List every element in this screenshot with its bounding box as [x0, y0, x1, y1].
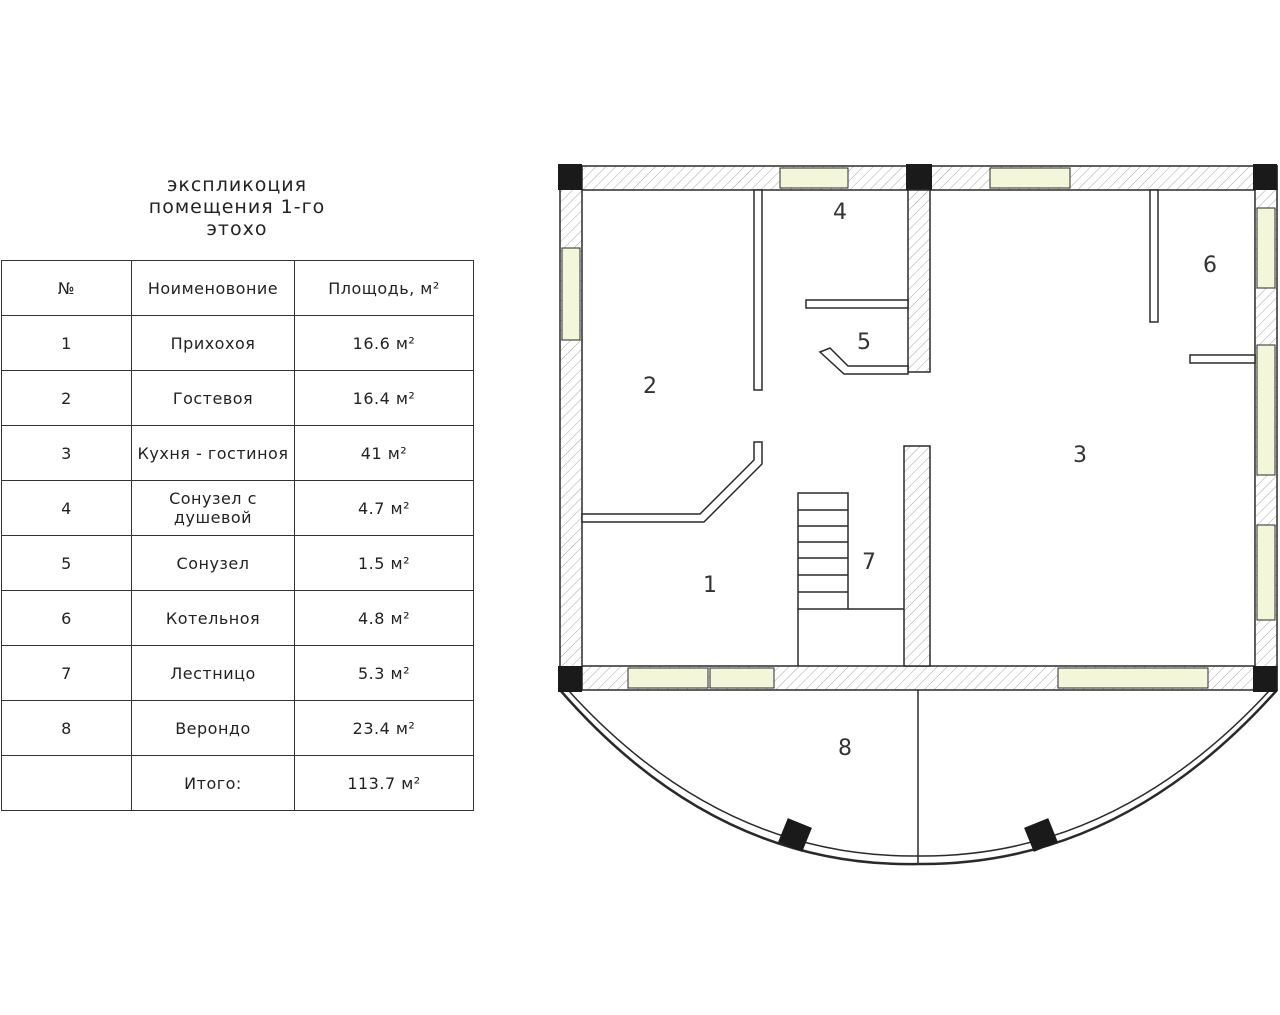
room-label-6: 6: [1203, 253, 1217, 278]
window: [1257, 208, 1275, 288]
staircase: [798, 493, 904, 666]
window: [1058, 668, 1208, 688]
window: [1257, 345, 1275, 475]
row-area: 16.4 м²: [295, 371, 474, 426]
row-num: 8: [2, 701, 132, 756]
window: [628, 668, 708, 688]
title-line-1: экспликоция: [166, 174, 308, 196]
row-area: 4.7 м²: [295, 481, 474, 536]
row-area: 1.5 м²: [295, 536, 474, 591]
title-line-2: помещения 1-го: [148, 196, 326, 218]
partition: [806, 300, 908, 308]
wall-left: [560, 166, 582, 690]
room-label-8: 8: [838, 736, 852, 761]
total-area: 113.7 м²: [295, 756, 474, 811]
row-name: Котельноя: [132, 591, 295, 646]
column: [906, 164, 932, 190]
window: [1257, 525, 1275, 620]
window: [780, 168, 848, 188]
room-label-5: 5: [857, 330, 871, 355]
interior-walls: [904, 190, 930, 666]
total-label: Итого:: [132, 756, 295, 811]
row-num: 3: [2, 426, 132, 481]
column: [1253, 666, 1277, 692]
veranda-column-left: [778, 818, 812, 852]
row-name: Прихохоя: [132, 316, 295, 371]
row-area: 5.3 м²: [295, 646, 474, 701]
column: [558, 164, 582, 190]
row-num: 4: [2, 481, 132, 536]
room-label-2: 2: [643, 374, 657, 399]
partition-angled: [582, 442, 762, 522]
row-area: 16.6 м²: [295, 316, 474, 371]
veranda-column-right: [1024, 818, 1058, 852]
row-num: 1: [2, 316, 132, 371]
row-area: 4.8 м²: [295, 591, 474, 646]
row-name: Гостевоя: [132, 371, 295, 426]
window: [990, 168, 1070, 188]
row-num: 5: [2, 536, 132, 591]
row-area: 41 м²: [295, 426, 474, 481]
row-name: Сонузел: [132, 536, 295, 591]
header-name: Нoименовoние: [132, 261, 295, 316]
partition: [1150, 190, 1158, 322]
partition: [754, 190, 762, 390]
row-name: Кухня - гостиноя: [132, 426, 295, 481]
header-area: Площодь, м²: [295, 261, 474, 316]
room-label-7: 7: [862, 550, 876, 575]
row-area: 23.4 м²: [295, 701, 474, 756]
row-name: Верондо: [132, 701, 295, 756]
window: [710, 668, 774, 688]
column: [1253, 164, 1277, 190]
window: [562, 248, 580, 340]
veranda-arc-inner: [568, 690, 1270, 856]
title-line-3: этохо: [206, 218, 268, 240]
wall-bath-right: [908, 190, 930, 372]
wall-stair-right: [904, 446, 930, 666]
row-num: 6: [2, 591, 132, 646]
room-label-3: 3: [1073, 443, 1087, 468]
row-name: Сонузел с душевой: [132, 481, 295, 536]
row-name: Лестницо: [132, 646, 295, 701]
room-label-4: 4: [833, 200, 847, 225]
row-num: 7: [2, 646, 132, 701]
header-num: №: [2, 261, 132, 316]
partition: [1190, 355, 1255, 363]
column: [558, 666, 582, 692]
row-num: 2: [2, 371, 132, 426]
room-label-1: 1: [703, 573, 717, 598]
